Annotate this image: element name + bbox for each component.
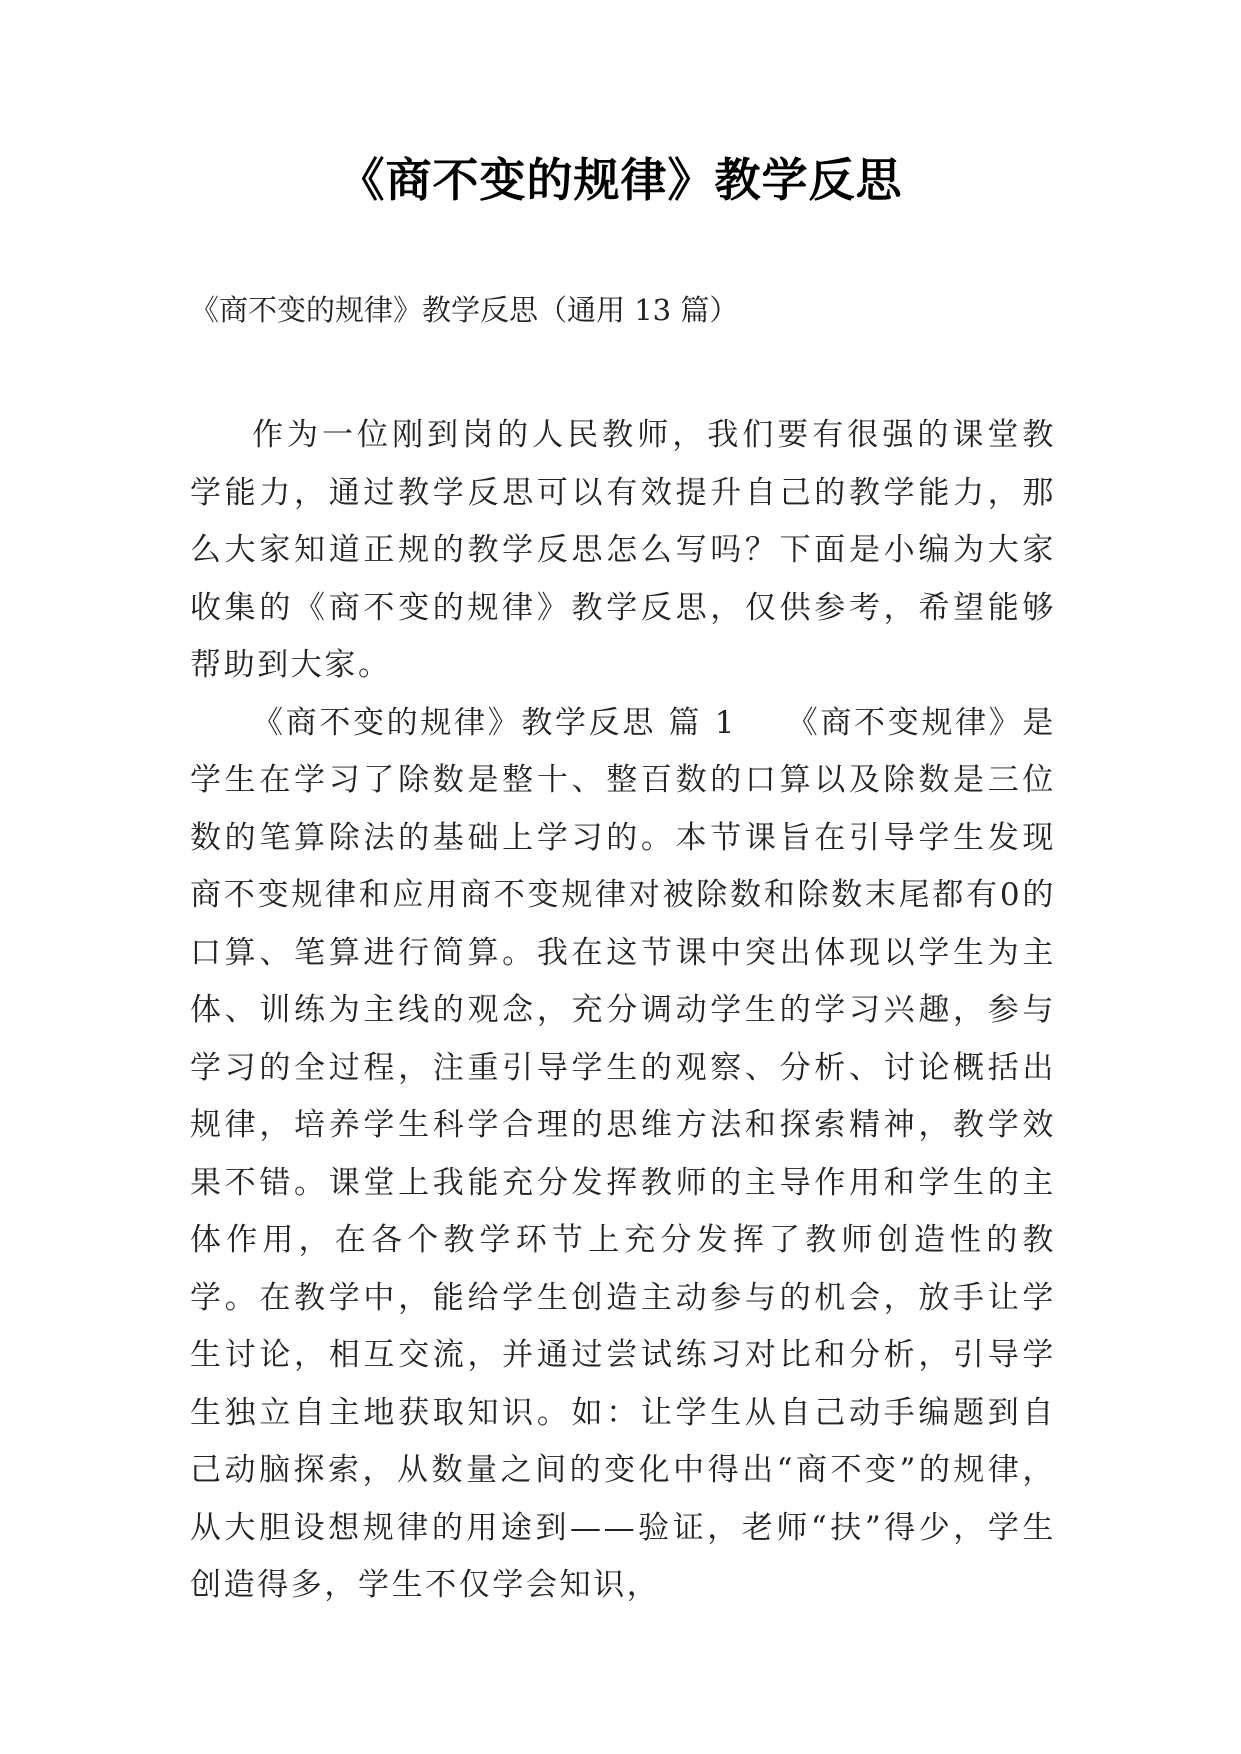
document-title: 《商不变的规律》教学反思 xyxy=(338,153,903,207)
section-1-heading: 《商不变的规律》教学反思 篇 1 xyxy=(252,704,738,741)
document-body xyxy=(190,407,1056,1615)
intro-paragraph: 作为一位刚到岗的人民教师，我们要有很强的课堂教学能力，通过教学反思可以有效提升自己的教学能力，那么大家知道正规的教学反思怎么写吗？下面是小编为大家收集的《商不变的规律》教学反思，仅供参考，希望能够帮助到大家。 xyxy=(190,417,1056,683)
section-1-paragraph xyxy=(190,695,1056,1615)
document-subtitle: 《商不变的规律》教学反思（通用 13 篇） xyxy=(190,293,739,327)
section-1-text: 《商不变规律》是学生在学习了除数是整十、整百数的口算以及除数是三位数的笔算除法的基础上学习的。本节课旨在引导学生发现商不变规律和应用商不变规律对被除数和除数末尾都有0的口算、笔算进行简算。我在这节课中突出体现以学生为主体、训练为主线的观念，充分调动学生的学习兴趣，参与学习的全过程，注重引导学生的观察、分析、讨论概括出规律，培养学生科学合理的思维方法和探索精神，教学效果不错。课堂上我能充分发挥教师的主导作用和学生的主体作用，在各个教学环节上充分发挥了教师创造性的教学。在教学中，能给学生创造主动参与的机会，放手让学生讨论，相互交流，并通过尝试练习对比和分析，引导学生独立自主地获取知识。如：让学生从自己动手编题到自己动脑探索，从数量之间的变化中得出“商不变”的规律，从大胆设想规律的用途到——验证，老师“扶”得少，学生创造得多，学生不仅学会知识， xyxy=(190,704,1056,1603)
